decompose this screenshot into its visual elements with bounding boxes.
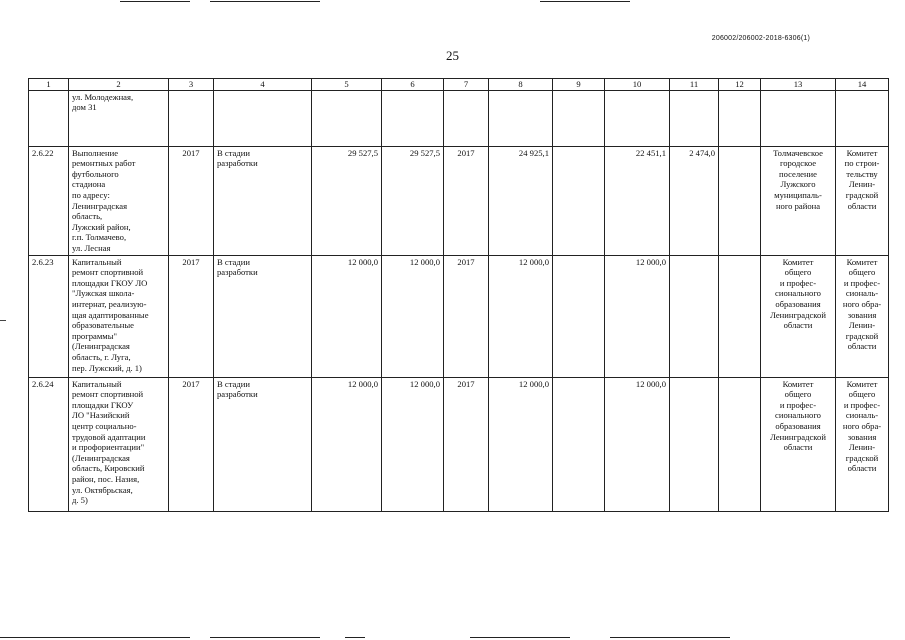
year-cell: 2017: [169, 255, 214, 377]
object-name: Капитальный ремонт спортивной площадки ГКОУ ЛО "Лужская школа- интернат, реализую- щая адаптированные образовательные программы" (Ленинградская область, г. Луга, пер. Лужский, д. 1): [69, 255, 169, 377]
value-cell: [719, 377, 761, 511]
value-cell: [670, 90, 719, 146]
row-id: [29, 90, 69, 146]
scan-artifact-line: [345, 637, 365, 638]
scan-artifact-line: [610, 637, 730, 638]
value-cell: 24 925,1: [489, 146, 553, 255]
value-cell: 12 000,0: [605, 255, 670, 377]
status-cell: В стадии разработки: [214, 255, 312, 377]
status-cell: [214, 90, 312, 146]
value-cell: [489, 90, 553, 146]
table-header-row: [29, 79, 889, 91]
recipient-cell: Толмачевское городское поселение Лужского муниципаль- ного района: [761, 146, 836, 255]
column-header: 1: [29, 79, 69, 91]
scan-artifact-line: [0, 637, 190, 638]
value-cell: 12 000,0: [382, 255, 444, 377]
table-row: [29, 377, 889, 511]
year-cell: 2017: [444, 146, 489, 255]
column-header: 14: [836, 79, 889, 91]
value-cell: [719, 146, 761, 255]
value-cell: 2 474,0: [670, 146, 719, 255]
value-cell: [670, 377, 719, 511]
object-name: Капитальный ремонт спортивной площадки ГКОУ ЛО "Назийский центр социально- трудовой адаптации и профориентации" (Ленинградская область, Кировский район, пос. Назия, ул. Октябрьская, д. 5): [69, 377, 169, 511]
column-header: 8: [489, 79, 553, 91]
value-cell: 29 527,5: [382, 146, 444, 255]
status-cell: В стадии разработки: [214, 146, 312, 255]
object-name: ул. Молодежная, дом 31: [69, 90, 169, 146]
column-header: 13: [761, 79, 836, 91]
year-cell: 2017: [169, 377, 214, 511]
scan-artifact-line: [540, 1, 630, 2]
recipient-cell: [761, 90, 836, 146]
year-cell: 2017: [444, 255, 489, 377]
scan-artifact-line: [210, 637, 320, 638]
value-cell: 12 000,0: [489, 377, 553, 511]
page-number: 25: [446, 48, 459, 63]
column-header: 7: [444, 79, 489, 91]
recipient-cell: Комитет общего и профес- сионального образования Ленинградской области: [761, 255, 836, 377]
status-cell: В стадии разработки: [214, 377, 312, 511]
value-cell: 12 000,0: [489, 255, 553, 377]
value-cell: 12 000,0: [312, 255, 382, 377]
column-header: 4: [214, 79, 312, 91]
year-cell: 2017: [444, 377, 489, 511]
table-row: [29, 146, 889, 255]
year-cell: [169, 90, 214, 146]
recipient-cell: Комитет общего и профес- сионального образования Ленинградской области: [761, 377, 836, 511]
value-cell: 29 527,5: [312, 146, 382, 255]
value-cell: [382, 90, 444, 146]
value-cell: [605, 90, 670, 146]
value-cell: [670, 255, 719, 377]
value-cell: 22 451,1: [605, 146, 670, 255]
program-table: [28, 78, 889, 512]
scan-artifact-tick: [0, 320, 6, 321]
value-cell: [553, 377, 605, 511]
responsible-cell: Комитет по строи- тельству Ленин- градской области: [836, 146, 889, 255]
value-cell: 12 000,0: [312, 377, 382, 511]
column-header: 10: [605, 79, 670, 91]
row-id: 2.6.24: [29, 377, 69, 511]
column-header: 12: [719, 79, 761, 91]
responsible-cell: Комитет общего и профес- сиональ- ного обра- зования Ленин- градской области: [836, 377, 889, 511]
column-header: 9: [553, 79, 605, 91]
row-id: 2.6.23: [29, 255, 69, 377]
column-header: 2: [69, 79, 169, 91]
responsible-cell: Комитет общего и профес- сиональ- ного обра- зования Ленин- градской области: [836, 255, 889, 377]
value-cell: [553, 90, 605, 146]
table-row: [29, 90, 889, 146]
responsible-cell: [836, 90, 889, 146]
year-cell: 2017: [169, 146, 214, 255]
column-header: 3: [169, 79, 214, 91]
table-row: [29, 255, 889, 377]
scan-artifact-line: [210, 1, 320, 2]
value-cell: [553, 146, 605, 255]
year-cell: [444, 90, 489, 146]
row-id: 2.6.22: [29, 146, 69, 255]
value-cell: [312, 90, 382, 146]
scan-artifact-line: [470, 637, 570, 638]
column-header: 6: [382, 79, 444, 91]
value-cell: 12 000,0: [605, 377, 670, 511]
scan-artifact-line: [120, 1, 190, 2]
value-cell: [719, 255, 761, 377]
value-cell: [719, 90, 761, 146]
document-code: 206002/206002-2018-6306(1): [711, 35, 810, 42]
value-cell: [553, 255, 605, 377]
column-header: 5: [312, 79, 382, 91]
value-cell: 12 000,0: [382, 377, 444, 511]
column-header: 11: [670, 79, 719, 91]
object-name: Выполнение ремонтных работ футбольного стадиона по адресу: Ленинградская область, Лужский район, г.п. Толмачево, ул. Лесная: [69, 146, 169, 255]
